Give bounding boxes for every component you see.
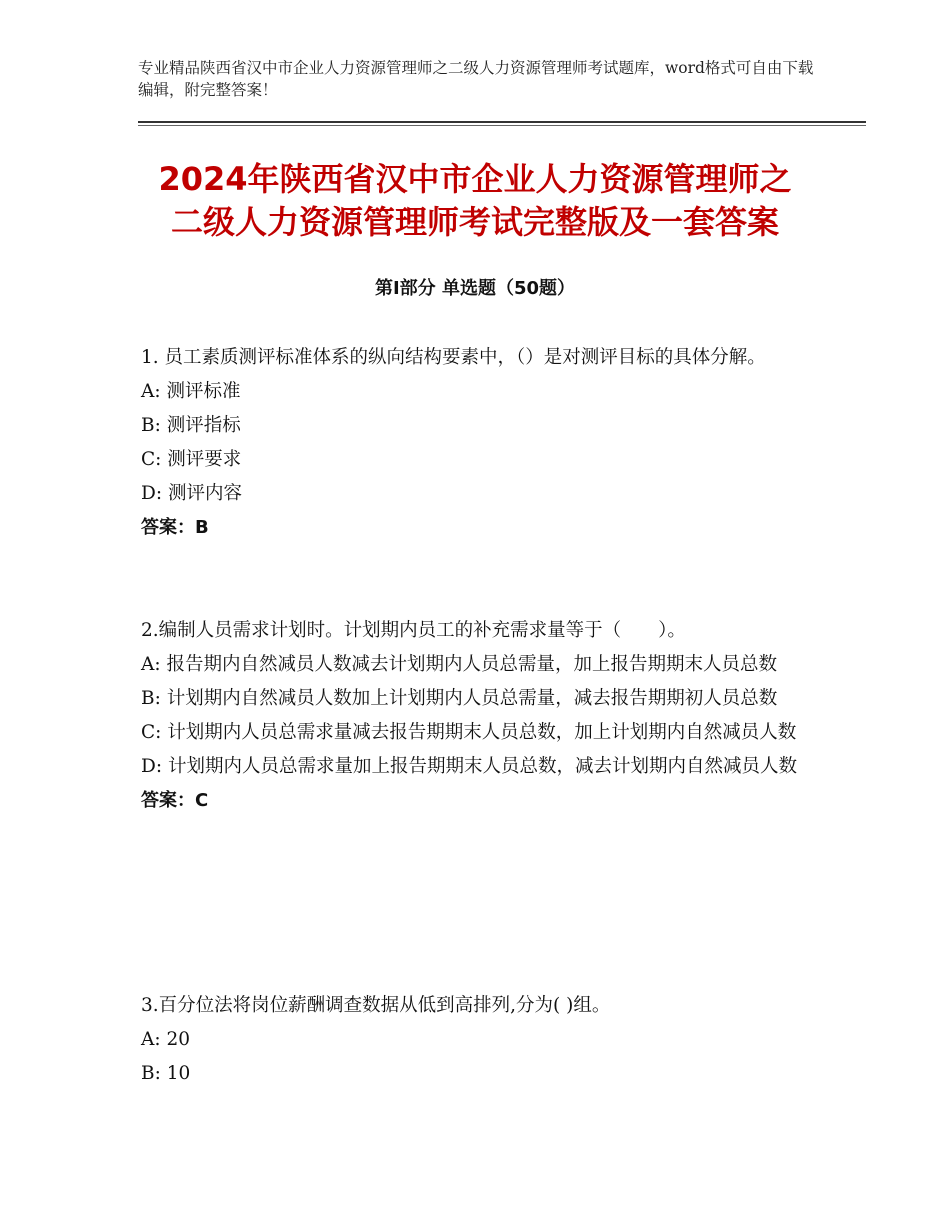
- option-b: B: 10: [141, 1063, 191, 1084]
- document-title: [100, 158, 850, 244]
- header-note: 专业精品陕西省汉中市企业人力资源管理师之二级人力资源管理师考试题库，word格式可自由下载编辑，附完整答案！: [138, 59, 814, 99]
- answer: 答案：B: [141, 517, 209, 538]
- section-title: 第Ⅰ部分 单选题（50题）: [374, 278, 575, 299]
- option-c: C: 测评要求: [141, 449, 242, 470]
- question-text: 1. 员工素质测评标准体系的纵向结构要素中，（）是对测评目标的具体分解。: [141, 347, 766, 368]
- question-3: [141, 989, 811, 1091]
- question-text: 2.编制人员需求计划时。计划期内员工的补充需求量等于（ ）。: [141, 620, 686, 641]
- option-a: A: 报告期内自然减员人数减去计划期内人员总需量，加上报告期期末人员总数: [141, 654, 777, 675]
- question-2: [141, 614, 811, 818]
- option-c: C: 计划期内人员总需求量减去报告期期末人员总数，加上计划期内自然减员人数: [141, 722, 797, 743]
- header-divider-thick: [138, 121, 866, 123]
- option-b: B: 测评指标: [141, 415, 241, 436]
- title-line-1: 2024年陕西省汉中市企业人力资源管理师之: [158, 160, 792, 198]
- option-a: A: 测评标准: [141, 381, 241, 402]
- option-b: B: 计划期内自然减员人数加上计划期内人员总需量，减去报告期期初人员总数: [141, 688, 778, 709]
- header-divider-thin: [138, 125, 866, 126]
- option-d: D: 计划期内人员总需求量加上报告期期末人员总数，减去计划期内自然减员人数: [141, 756, 797, 777]
- question-1: [141, 341, 811, 545]
- answer: 答案：C: [141, 790, 209, 811]
- option-d: D: 测评内容: [141, 483, 242, 504]
- option-a: A: 20: [141, 1029, 191, 1050]
- title-line-2: 二级人力资源管理师考试完整版及一套答案: [170, 203, 779, 241]
- question-text: 3.百分位法将岗位薪酬调查数据从低到高排列,分为( )组。: [141, 995, 611, 1016]
